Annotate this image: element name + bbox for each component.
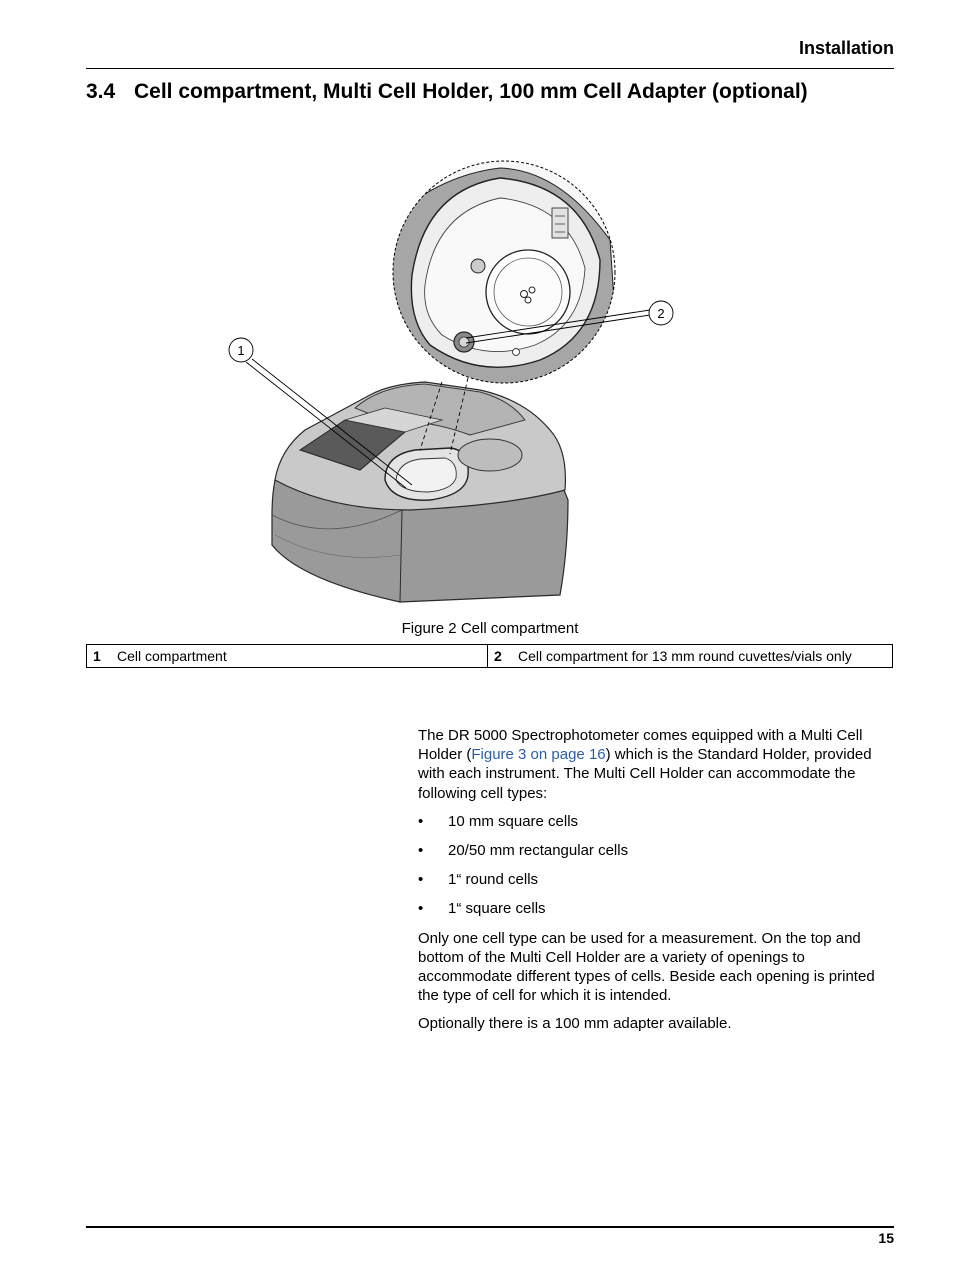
legend-key: 2 (494, 648, 502, 664)
legend-row (87, 645, 893, 668)
list-item-text: 20/50 mm rectangular cells (448, 842, 629, 860)
callout-1-label: 1 (237, 343, 245, 358)
list-item-text: 10 mm square cells (448, 812, 579, 830)
page-number: 15 (878, 1230, 894, 1246)
footer-rule (86, 1226, 894, 1228)
list-item (418, 899, 898, 918)
legend-cell-1 (87, 645, 488, 668)
section-heading (86, 80, 906, 104)
section-title: Cell compartment, Multi Cell Holder, 100 mm Cell Adapter (optional) (134, 80, 808, 103)
running-header: Installation (798, 38, 894, 58)
list-item (418, 841, 898, 860)
bullet: • (418, 842, 424, 860)
callout-2-label: 2 (657, 306, 665, 321)
legend-cell-2 (488, 645, 893, 668)
bullet: • (418, 812, 424, 830)
legend-key: 1 (93, 648, 101, 664)
bullet: • (418, 900, 424, 918)
intro-text-post: ) which is the Standard Holder, provided with each instrument. The Multi Cell Holder can accommodate the following cell types: (418, 746, 872, 802)
figure-3-link[interactable]: Figure 3 on page 16 (471, 746, 606, 764)
cell-type-list (418, 812, 898, 919)
legend-text: Cell compartment (117, 648, 227, 664)
figure-legend-table (86, 644, 893, 668)
section-number: 3.4 (86, 80, 116, 103)
bullet: • (418, 871, 424, 889)
body-text (418, 726, 898, 1043)
header-rule (86, 68, 894, 69)
list-item-text: 1“ square cells (448, 900, 546, 918)
legend-text: Cell compartment for 13 mm round cuvettes/vials only (518, 648, 852, 664)
list-item-text: 1“ round cells (448, 871, 539, 889)
instrument-illustration (272, 382, 568, 602)
figure-caption: Figure 2 Cell compartment (401, 620, 579, 637)
list-item (418, 870, 898, 889)
zoom-detail (390, 161, 620, 390)
adapter-paragraph: Optionally there is a 100 mm adapter available. (418, 1015, 732, 1033)
intro-paragraph (418, 726, 898, 803)
cell-compartment-figure (180, 150, 700, 615)
list-item (418, 812, 898, 831)
intro-text-pre: The DR 5000 Spectrophotometer comes equipped with a Multi Cell Holder ( (418, 727, 863, 764)
cell-type-paragraph: Only one cell type can be used for a measurement. On the top and bottom of the Multi Cell Holder are a variety of openings to accommodate different types of cells. Beside each opening is printed the type of cell for which it is intended. (418, 929, 875, 1005)
